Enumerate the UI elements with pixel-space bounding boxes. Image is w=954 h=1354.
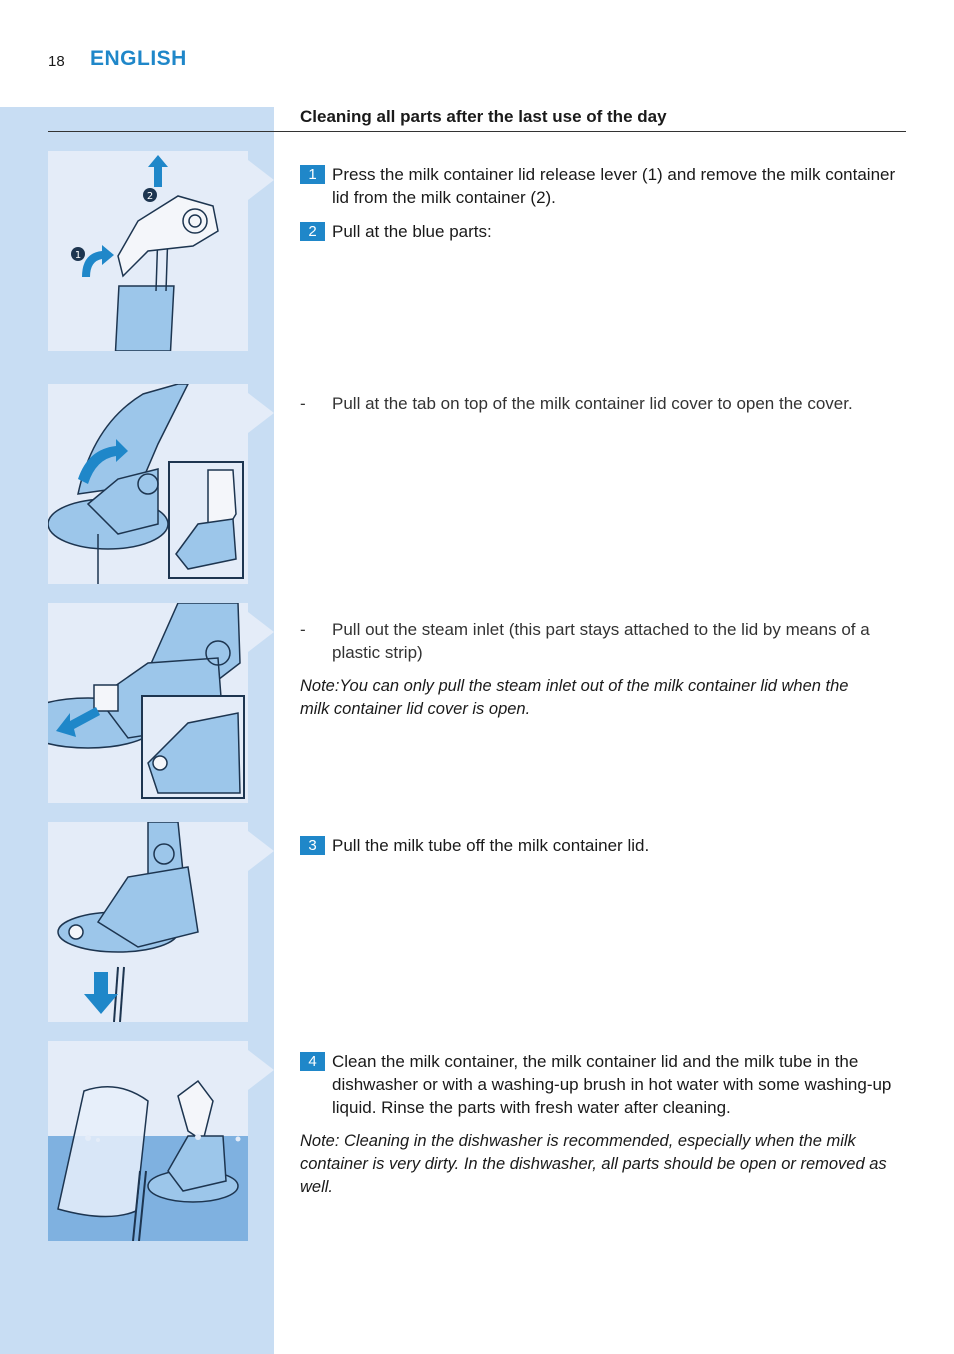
sub-step-open-cover: - Pull at the tab on top of the milk container lid cover to open the cover. bbox=[300, 392, 910, 415]
step-number: 4 bbox=[300, 1052, 325, 1071]
illustration-milk-tube bbox=[48, 822, 248, 1022]
illustration-remove-lid bbox=[48, 151, 248, 351]
language-heading: ENGLISH bbox=[90, 47, 187, 70]
panel-pointer bbox=[248, 1050, 274, 1090]
step-4 bbox=[300, 1050, 900, 1119]
note-steam-inlet: Note:You can only pull the steam inlet out of the milk container lid when the milk container lid cover is open. bbox=[300, 677, 849, 718]
title-rule bbox=[48, 131, 906, 132]
panel-pointer bbox=[248, 831, 274, 871]
step-text: Press the milk container lid release lever (1) and remove the milk container lid from the milk container (2). bbox=[332, 165, 896, 207]
step-number: 1 bbox=[300, 165, 325, 184]
section-title: Cleaning all parts after the last use of the day bbox=[300, 107, 667, 126]
callout-1: 1 bbox=[74, 250, 82, 261]
sub-step-text: Pull at the tab on top of the milk container lid cover to open the cover. bbox=[332, 394, 853, 413]
panel-pointer bbox=[248, 160, 274, 200]
illustration-steam-inlet bbox=[48, 603, 248, 803]
illustration-washing bbox=[48, 1041, 248, 1241]
step-2 bbox=[300, 220, 900, 243]
page-number: 18 bbox=[48, 53, 65, 70]
note-dishwasher: Note: Cleaning in the dishwasher is recommended, especially when the milk container is very dirty. In the dishwasher, all parts should be open or removed as well. bbox=[300, 1132, 887, 1196]
panel-pointer bbox=[248, 612, 274, 652]
callout-2: 2 bbox=[146, 191, 154, 202]
step-3 bbox=[300, 834, 900, 857]
step-number: 2 bbox=[300, 222, 325, 241]
step-text: Pull the milk tube off the milk container lid. bbox=[332, 836, 650, 855]
step-text: Pull at the blue parts: bbox=[332, 222, 492, 241]
sub-step-steam-inlet: - Pull out the steam inlet (this part stays attached to the lid by means of a plastic strip) bbox=[300, 618, 900, 664]
step-number: 3 bbox=[300, 836, 325, 855]
panel-pointer bbox=[248, 393, 274, 433]
sub-step-text: Pull out the steam inlet (this part stays attached to the lid by means of a plastic strip) bbox=[332, 620, 870, 662]
step-1 bbox=[300, 163, 900, 209]
step-text: Clean the milk container, the milk container lid and the milk tube in the dishwasher or with a washing-up brush in hot water with some washing-up liquid. Rinse the parts with fresh water after cleaning. bbox=[332, 1052, 892, 1117]
illustration-open-cover bbox=[48, 384, 248, 584]
